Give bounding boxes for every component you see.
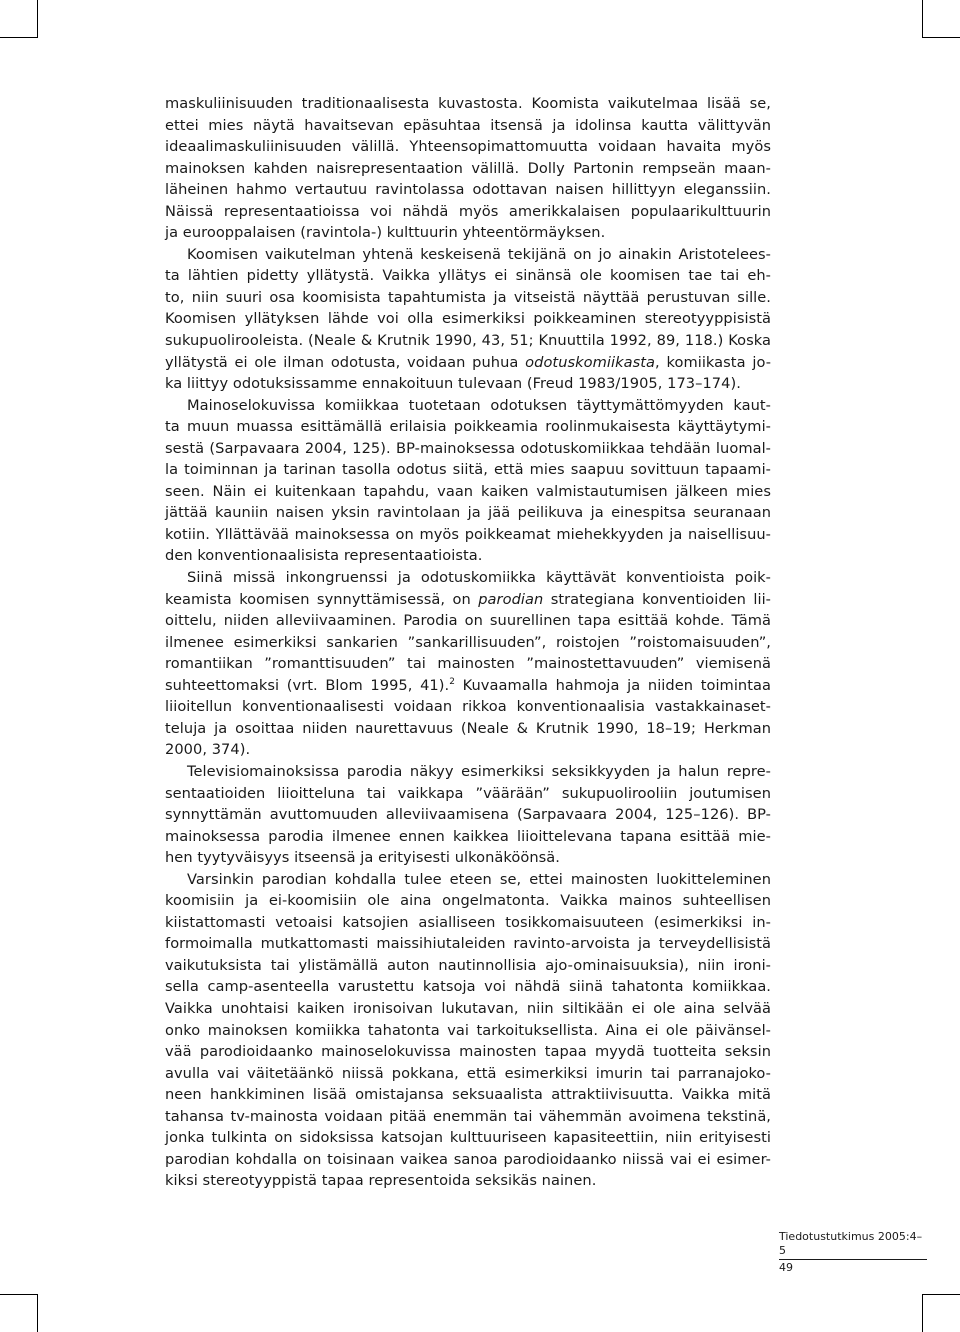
crop-mark xyxy=(0,1294,38,1295)
text-line: Televisiomainoksissa parodia näkyy esimerkiksi seksikkyyden ja halun repre- xyxy=(187,762,771,780)
text-line: avulla vai väitetäänkö niissä pokkana, että esimerkiksi imurin tai parranajoko- xyxy=(165,1064,771,1082)
text-line: jättää kauniin naisen yksin ravintolaan ja jää peilikuva ja einespitsa seuranaan xyxy=(165,504,771,522)
text-line: sentaatioiden liioitteluna tai vaikkapa ”väärään” sukupuolirooliin joutumisen xyxy=(165,784,771,802)
text-line: 2000, 374). xyxy=(165,741,251,759)
text-line: Siinä missä inkongruenssi ja odotuskomiikka käyttävät konventioista poik- xyxy=(187,569,771,587)
text-line: seen. Näin ei kuitenkaan tapahdu, vaan kaiken valmistautumisen jälkeen mies xyxy=(165,482,771,500)
crop-mark xyxy=(922,37,960,38)
text-line: formoimalla mutkattomasti maissihiutaleiden ravinto-arvoista ja terveydellisistä xyxy=(165,935,771,953)
text-line: to, niin suuri osa koomisista tapahtumista ja vitseistä näyttää perustuvan sille. xyxy=(165,288,771,306)
text-line: Näissä representaatioissa voi nähdä myös amerikkalaisen populaarikulttuurin xyxy=(165,202,771,220)
text-line: ja eurooppalaisen (ravintola-) kulttuurin yhteentörmäyksen. xyxy=(165,224,606,242)
text-line: suhteettomaksi (vrt. Blom 1995, 41).$^2$ Kuvaamalla hahmoja ja niiden toimintaa xyxy=(165,676,771,694)
text-line: Varsinkin parodian kohdalla tulee eteen se, ettei mainosten luokitteleminen xyxy=(187,870,771,888)
page-number: 49 xyxy=(779,1261,793,1274)
crop-mark xyxy=(922,1294,960,1295)
text-line: yllätystä ei ole ilman odotusta, voidaan puhua odotuskomiikasta, komiikasta jo- xyxy=(165,353,772,371)
text-line: mainoksen kahden naisrepresentaation välillä. Dolly Partonin rempseän maan- xyxy=(165,159,771,177)
text-line: liioitellun konventionaalisesti voidaan rikkoa konventionaalisia vastakkainaset- xyxy=(165,698,771,716)
text-line: vää parodioidaanko mainoselokuvissa mainosten tapaa myydä tuotteita seksin xyxy=(165,1043,771,1061)
text-line: den konventionaalisista representaatioista. xyxy=(165,547,483,565)
text-line: kiksi stereotyyppistä tapaa representoida seksikäs nainen. xyxy=(165,1172,597,1190)
text-line: mainoksessa parodia ilmenee ennen kaikkea liioittelevana tapana esittää mie- xyxy=(165,827,771,845)
crop-mark xyxy=(37,0,38,38)
text-line: onko mainoksen komiikka tahatonta vai tarkoituksellista. Aina ei ole päivänsel- xyxy=(165,1021,771,1039)
text-line: sella camp-asenteella varustettu katsoja voi nähdä siinä tahatonta komiikkaa. xyxy=(165,978,771,996)
text-line: vaikutuksista tai ylistämällä auton nautinnollisia ajo-ominaisuuksia), niin ironi- xyxy=(165,956,771,974)
crop-mark xyxy=(0,37,38,38)
text-line: ilmenee esimerkiksi sankarien ”sankarillisuuden”, roistojen ”roistomaisuuden”, xyxy=(165,633,771,651)
crop-mark xyxy=(922,1294,923,1332)
text-line: romantiikan ”romanttisuuden” tai mainosten ”mainostettavuuden” viemisenä xyxy=(165,655,771,673)
text-line: Koomisen yllätyksen lähde voi olla esimerkiksi poikkeaminen stereotyyppisistä xyxy=(165,310,771,328)
text-line: ideaalimaskuliinisuuden välillä. Yhteensopimattomuutta voidaan havaita myös xyxy=(165,138,771,156)
crop-mark xyxy=(37,1294,38,1332)
page-footer xyxy=(779,1230,927,1275)
crop-mark xyxy=(922,0,923,38)
text-line: synnyttämän avuttomuuden alleviivaamisena (Sarpavaara 2004, 125–126). BP- xyxy=(165,806,771,824)
text-line: läheinen hahmo vertautuu ravintolassa odottavan naisen hillittyyn eleganssiin. xyxy=(165,181,771,199)
text-line: hen tyytyväisyys itseensä ja erityisesti ulkonäköönsä. xyxy=(165,849,560,867)
body-text xyxy=(165,93,771,1192)
text-line: jonka tulkinta on sidoksissa katsojan kulttuuriseen kapasiteettiin, niin erityisesti xyxy=(165,1129,771,1147)
text-line: koomisiin ja ei-koomisiin ole aina ongelmatonta. Vaikka mainos suhteellisen xyxy=(165,892,771,910)
text-line: ta muun muassa esittämällä erilaisia poikkeamia roolinmukaisesta käyttäytymi- xyxy=(165,418,771,436)
text-line: kiistattomasti vetoaisi katsojien asialliseen tosikkomaisuuteen (esimerkiksi in- xyxy=(165,913,771,931)
journal-title: Tiedotustutkimus 2005:4–5 xyxy=(779,1230,927,1260)
text-line: teluja ja osoittaa niiden naurettavuus (Neale & Krutnik 1990, 18–19; Herkman xyxy=(165,719,771,737)
text-line: sestä (Sarpavaara 2004, 125). BP-mainoksessa odotuskomiikkaa tehdään luomal- xyxy=(165,439,771,457)
text-line: sukupuolirooleista. (Neale & Krutnik 1990, 43, 51; Knuuttila 1992, 89, 118.) Koska xyxy=(165,332,771,350)
text-line: oittelu, niiden alleviivaaminen. Parodia on suurellinen tapa esittää kohde. Tämä xyxy=(165,612,771,630)
text-line: maskuliinisuuden traditionaalisesta kuvastosta. Koomista vaikutelmaa lisää se, xyxy=(165,95,771,112)
text-line: tahansa tv-mainosta voidaan pitää enemmän tai vähemmän avoimena tekstinä, xyxy=(165,1107,771,1125)
text-line: ta lähtien pidetty yllätystä. Vaikka yllätys ei sinänsä ole koomisen tae tai eh- xyxy=(165,267,771,285)
text-line: neen hankkiminen lisää omistajansa seksuaalista attraktiivisuutta. Vaikka mitä xyxy=(165,1086,771,1104)
text-line: Vaikka unohtaisi kaiken ironisoivan lukutavan, niin siltikään ei ole aina selvää xyxy=(165,999,771,1017)
text-line: Koomisen vaikutelman yhtenä keskeisenä tekijänä on jo ainakin Aristotelees- xyxy=(187,245,771,263)
text-line: ettei mies näytä havaitsevan epäsuhtaa itsensä ja idolinsa kautta välittyvän xyxy=(165,116,771,134)
text-line: keamista koomisen synnyttämisessä, on parodian strategiana konventioiden lii- xyxy=(165,590,772,608)
text-line: ka liittyy odotuksissamme ennakoituun tulevaan (Freud 1983/1905, 173–174). xyxy=(165,375,741,393)
text-line: kotiin. Yllättävää mainoksessa on myös poikkeamat miehekkyyden ja naisellisuu- xyxy=(165,525,771,543)
text-line: la toiminnan ja tarinan tasolla odotus siitä, että mies saapuu sovittuun tapaami- xyxy=(165,461,771,479)
text-line: parodian kohdalla on toisinaan vaikea sanoa parodioidaanko niissä vai ei esimer- xyxy=(165,1150,771,1168)
text-line: Mainoselokuvissa komiikkaa tuotetaan odotuksen täyttymättömyyden kaut- xyxy=(187,396,771,414)
